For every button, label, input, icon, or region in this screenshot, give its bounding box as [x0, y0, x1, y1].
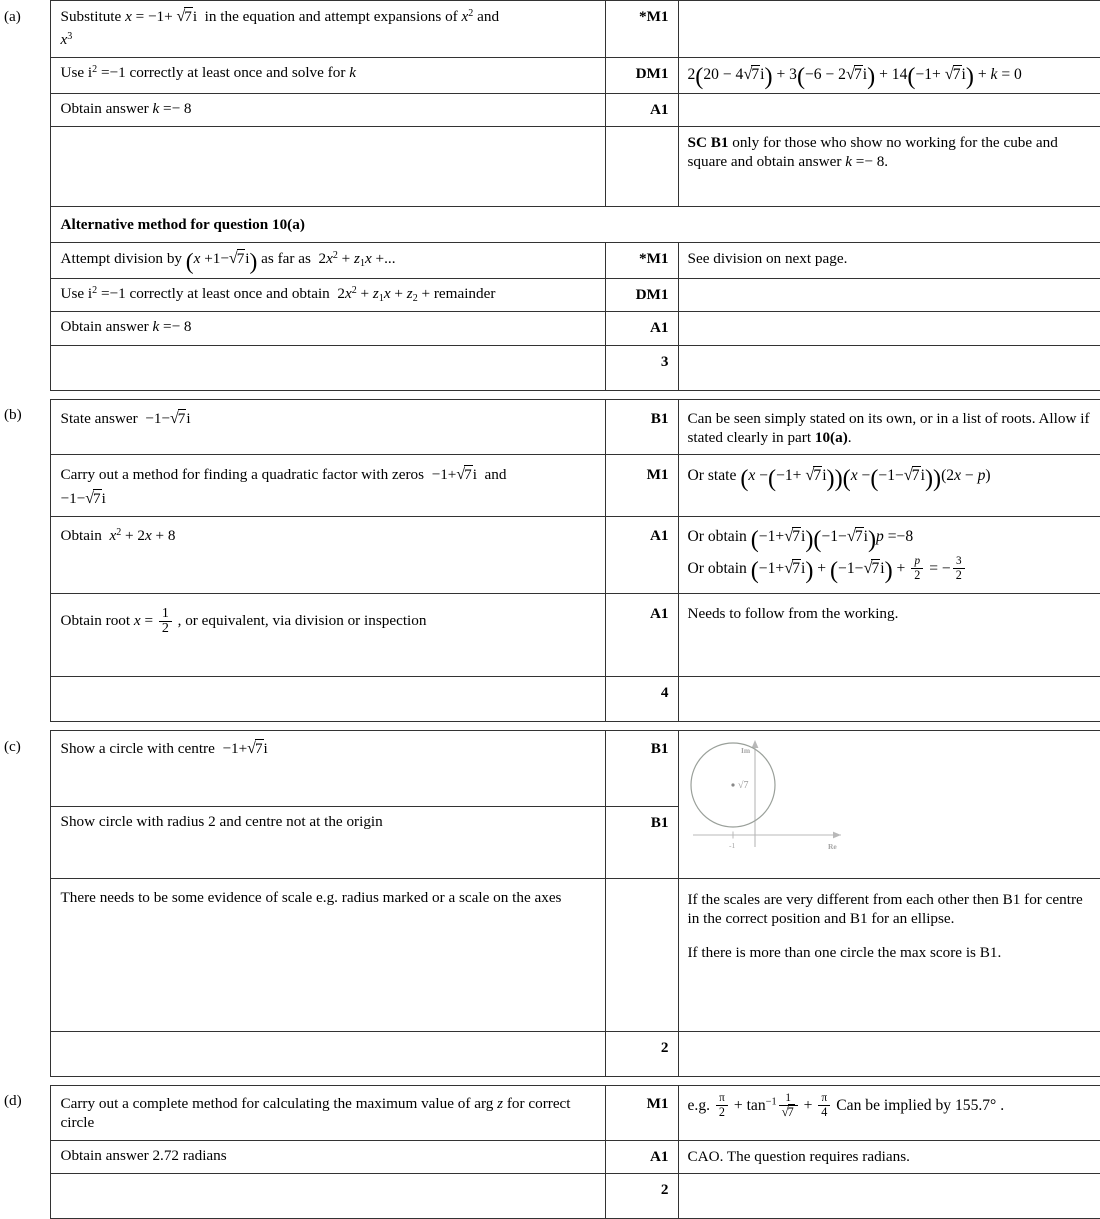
separator-rule	[50, 1076, 605, 1085]
table-row	[0, 1085, 1100, 1140]
mark-cell: A1	[605, 1140, 678, 1173]
table-row	[0, 278, 1100, 311]
notes-cell-expression: e.g. $\frac{\pi}{2}$ + $\tan^{-1}$ $\frac{1}{√7}$ + $\frac{\pi}{4}$ Can be implied by 155.7° .	[678, 1085, 1100, 1140]
scheme-cell: Use $i^2 =-1$ correctly at least once and solve for k	[50, 57, 605, 93]
scheme-cell: Obtain answer k =− 8	[50, 312, 605, 345]
section-separator	[0, 390, 1100, 399]
notes-cell-equations: Or obtain (−1+√7i)(−1−√7i)p =−8 Or obtain (−1+√7i) + (−1−√7i) + $\frac{p}{2}$ = − $\frac{3}{2}$	[678, 517, 1100, 594]
notes-extra-line-1: If the scales are very different from each other then B1 for centre in the correct position and B1 for an ellipse.	[687, 890, 1083, 928]
scheme-cell: Carry out a method for finding a quadratic factor with zeros −1+√7i and −1−√7i	[50, 455, 605, 517]
notes-cell	[678, 93, 1100, 126]
mark-cell: DM1	[605, 57, 678, 93]
part-total-d: 2	[605, 1174, 678, 1219]
table-row	[0, 57, 1100, 93]
scheme-cell: Obtain answer k =− 8	[50, 93, 605, 126]
table-row	[0, 93, 1100, 126]
notes-cell: See division on next page.	[678, 243, 1100, 278]
tick-label-minus-one: -1	[728, 841, 735, 851]
section-separator	[0, 722, 1100, 731]
notes-cell: CAO. The question requires radians.	[678, 1140, 1100, 1173]
table-row	[0, 455, 1100, 517]
scheme-cell: Show circle with radius 2 and centre not at the origin	[50, 807, 605, 879]
table-row	[0, 243, 1100, 278]
mark-cell: *M1	[605, 243, 678, 278]
mark-cell: A1	[605, 312, 678, 345]
separator-rule	[605, 390, 678, 399]
separator-rule	[50, 390, 605, 399]
mark-cell: *M1	[605, 1, 678, 58]
separator-rule	[678, 1076, 1100, 1085]
table-row	[0, 594, 1100, 677]
mark-cell: A1	[605, 517, 678, 594]
part-label-spacer	[0, 207, 50, 390]
mark-cell: B1	[605, 399, 678, 455]
table-row	[0, 517, 1100, 594]
table-row-total	[0, 1174, 1100, 1219]
notes-cell	[678, 278, 1100, 311]
centre-label: √7	[737, 780, 748, 792]
table-row	[0, 127, 1100, 207]
mark-cell: B1	[605, 731, 678, 807]
notes-cell	[678, 1174, 1100, 1219]
part-label-d: (d)	[0, 1085, 50, 1218]
table-row-total	[0, 677, 1100, 722]
part-total-c: 2	[605, 1031, 678, 1076]
argand-diagram-svg	[689, 735, 859, 861]
table-row	[0, 1140, 1100, 1173]
notes-cell: Can be seen simply stated on its own, or in a list of roots. Allow if stated clearly in part 10(a).	[678, 399, 1100, 455]
section-separator	[0, 1076, 1100, 1085]
mark-cell: A1	[605, 594, 678, 677]
notes-cell: Needs to follow from the working.	[678, 594, 1100, 677]
scheme-cell: Obtain answer 2.72 radians	[50, 1140, 605, 1173]
separator-rule	[605, 1076, 678, 1085]
argand-diagram	[689, 735, 1092, 866]
scheme-cell	[50, 127, 605, 207]
table-row	[0, 878, 1100, 1031]
notes-cell-extra	[678, 878, 1100, 1031]
note-suffix: Can be implied by	[836, 1096, 952, 1114]
scheme-cell: There needs to be some evidence of scale e.g. radius marked or a scale on the axes	[50, 878, 605, 1031]
mark-cell: A1	[605, 93, 678, 126]
notes-cell	[678, 1, 1100, 58]
notes-spacer	[688, 929, 1092, 940]
table-row-alt-heading	[0, 207, 1100, 243]
imaginary-axis-arrowhead	[751, 740, 758, 748]
separator-left	[0, 722, 50, 731]
part-label-b: (b)	[0, 399, 50, 722]
scheme-cell: Obtain root x = $\frac{1}{2}$ , or equivalent, via division or inspection	[50, 594, 605, 677]
part-label-c: (c)	[0, 731, 50, 1076]
scheme-cell	[50, 1174, 605, 1219]
mark-cell	[605, 878, 678, 1031]
note-prefix: e.g.	[687, 1096, 711, 1114]
table-row-total	[0, 345, 1100, 390]
notes-cell-diagram	[678, 731, 1100, 878]
note-prefix: Or state	[687, 467, 737, 485]
table-row	[0, 312, 1100, 345]
scheme-cell: Obtain $x^2 + 2x + 8$	[50, 517, 605, 594]
real-axis-label: Re	[827, 842, 837, 852]
scheme-cell: Carry out a complete method for calculating the maximum value of arg z for correct circle	[50, 1085, 605, 1140]
table-row-total	[0, 1031, 1100, 1076]
imaginary-axis-label: Im	[740, 746, 750, 756]
separator-left	[0, 390, 50, 399]
note-value: 155.7° .	[954, 1096, 1005, 1114]
notes-cell	[678, 345, 1100, 390]
separator-rule	[678, 390, 1100, 399]
scheme-cell: Show a circle with centre −1+√7i	[50, 731, 605, 807]
separator-rule	[678, 722, 1100, 731]
scheme-cell: Substitute x = −1+ √7i in the equation and attempt expansions of $x^2$ and $x^3$	[50, 1, 605, 58]
scheme-cell: Attempt division by (x +1−√7i) as far as $2x^2 + z_1x$ +...	[50, 243, 605, 278]
scheme-cell	[50, 1031, 605, 1076]
alt-method-heading: Alternative method for question 10(a)	[50, 207, 1100, 243]
table-row	[0, 1, 1100, 58]
part-label-a: (a)	[0, 1, 50, 207]
scheme-cell: Use $i^2 =-1$ correctly at least once and obtain $2x^2 + z_1x + z_2$ + remainder	[50, 278, 605, 311]
mark-cell: DM1	[605, 278, 678, 311]
part-total-a: 3	[605, 345, 678, 390]
notes-cell	[678, 312, 1100, 345]
scheme-cell	[50, 677, 605, 722]
circle-centre-dot	[731, 784, 734, 787]
notes-cell-sc: SC B1 only for those who show no working for the cube and square and obtain answer k =− 8.	[678, 127, 1100, 207]
mark-cell: M1	[605, 1085, 678, 1140]
real-axis-arrowhead	[833, 832, 841, 839]
scheme-cell: State answer −1−√7i	[50, 399, 605, 455]
table-row	[0, 731, 1100, 807]
scheme-cell	[50, 345, 605, 390]
mark-cell	[605, 127, 678, 207]
mark-cell: B1	[605, 807, 678, 879]
notes-cell	[678, 677, 1100, 722]
separator-rule	[50, 722, 605, 731]
mark-cell: M1	[605, 455, 678, 517]
part-total-b: 4	[605, 677, 678, 722]
notes-cell	[678, 1031, 1100, 1076]
notes-cell-equation: Or state (x −(−1+ √7i))(x −(−1−√7i))(2x − p)	[678, 455, 1100, 517]
separator-rule	[605, 722, 678, 731]
table-row	[0, 399, 1100, 455]
notes-extra-line-2: If there is more than one circle the max score is B1.	[687, 943, 1002, 961]
notes-cell-equation: 2(20 − 4√7i) + 3(−6 − 2√7i) + 14(−1+ √7i) + k = 0	[678, 57, 1100, 93]
separator-left	[0, 1076, 50, 1085]
